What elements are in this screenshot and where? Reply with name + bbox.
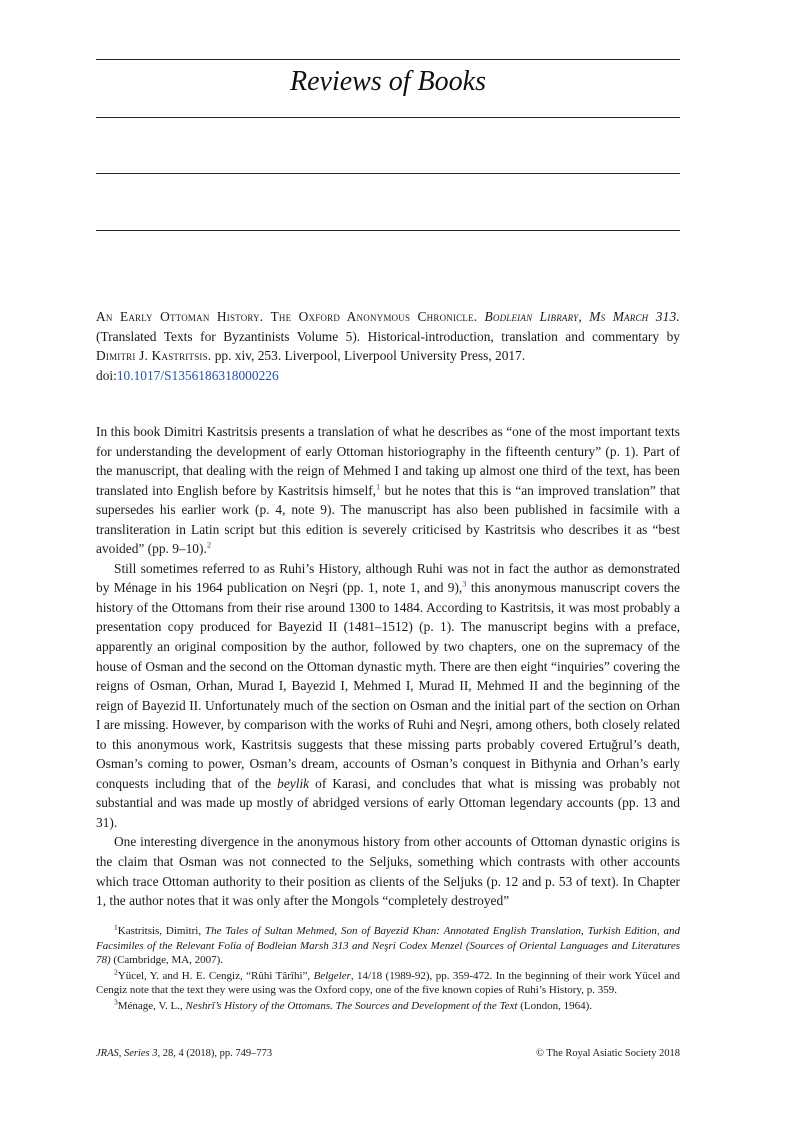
paragraph-2-italic: beylik (277, 775, 310, 791)
footnote-ref-2[interactable]: 2 (206, 539, 212, 550)
divider-rule-1 (96, 173, 680, 174)
footnotes (96, 924, 680, 1015)
footnote-3-number: 3 (114, 997, 118, 1007)
footnote-3-text-a: Ménage, V. L., (117, 999, 186, 1012)
paragraph-2-text-a: Still sometimes referred to as Ruhi’s History, although Ruhi was not in fact the author as demonstrated by Ménage in his 1964 publication on Neşri (pp. 1, note 1, and 9), (96, 560, 680, 596)
paragraph-1-text-a: In this book Dimitri Kastritsis presents a translation of what he describes as “one of the most important texts for understanding the development of early Ottoman historiography in the fifteenth century” (p. 1). Part of the manuscript, that dealing with the reign of Mehmed I and taking up almost one third of the text, has been translated into English before by Kastritsis himself, (96, 424, 680, 498)
journal-citation (96, 1047, 272, 1061)
footnote-2-number: 2 (114, 967, 118, 977)
title-rule (96, 117, 680, 118)
paragraph-1-text-b: but he notes that this is “an improved translation” that supersedes his earlier work (p. 4, note 9). The manuscript has also been published in facsimile with a transliteration in Latin script but this edition is severely criticised by Kastritsis who describes it as “best avoided” (pp. 9–10). (96, 482, 680, 557)
doi-link[interactable]: 10.1017/S1356186318000226 (116, 367, 279, 383)
series-info: (Translated Texts for Byzantinists Volume 5). Historical-introduction, translation and commentary by (96, 328, 680, 344)
footnote-1 (96, 924, 680, 968)
paragraph-2-text-c: of Karasi, and concludes that what is missing was probably not substantial and was made up mostly of abridged versions of early Ottoman legendary accounts (pp. 13 and 31). (96, 775, 680, 830)
book-title: An Early Ottoman History. The Oxford Anonymous Chronicle. (96, 309, 478, 324)
section-title: Reviews of Books (290, 66, 486, 97)
footnote-1-number: 1 (114, 922, 118, 932)
divider-rule-2 (96, 230, 680, 231)
book-author: Dimitri J. Kastritsis. (96, 348, 212, 364)
book-citation (96, 307, 680, 385)
footnote-3 (96, 999, 680, 1014)
footnote-3-text-b: (London, 1964). (517, 999, 593, 1012)
publication-info: pp. xiv, 253. Liverpool, Liverpool University Press, 2017. (214, 348, 526, 364)
footnote-ref-1[interactable]: 1 (376, 481, 381, 492)
copyright-notice: © The Royal Asiatic Society 2018 (536, 1048, 680, 1059)
footnote-1-title: The Tales of Sultan Mehmed, Son of Bayezid Khan: Annotated English Translation, Turkish Edition, and Facsimiles of the Relevant Folia of Bodleian Marsh 313 and Neşri Codex Menzel (Sources of Oriental Languages and Literatures 78) (96, 925, 680, 967)
top-rule (96, 59, 680, 60)
footnote-2-text-b: , 14/18 (1989-92), pp. 359-472. In the beginning of their work Yücel and Cengiz note that the text they were using was the Oxford copy, one of the five known copies of Ruhi’s History, p. 359. (96, 969, 680, 997)
footnote-2 (96, 969, 680, 998)
paragraph-1 (96, 422, 680, 559)
paragraph-2-text-b: this anonymous manuscript covers the history of the Ottomans from their rise around 1300 to 1484. According to Kastritsis, it was most probably a presentation copy produced for Bayezid II (1481–1512) (p. 1). The manuscript begins with a preface, apparently an original composition by the author, followed by two chapters, one on the supremacy of the house of Osman and the second on the Ottoman dynastic myth. There are then eight “inquiries” covering the reigns of Osman, Orhan, Murad I, Bayezid I, Mehmed I, Murad II, Mehmed II and the beginning of the reign of Bayezid II. Unfortunately much of the section on Osman and the initial part of the section on Orhan I are missing. However, by comparison with the works of Ruhi and Neşri, among others, both closely related to this anonymous work, Kastritsis suggests that these missing parts probably covered Ertuğrul’s death, Osman’s coming to power, Osman’s dream, accounts of Osman’s conquest in Bithynia and Orhan’s early conquests including that of the (96, 580, 680, 791)
doi-label: doi: (96, 367, 117, 383)
paragraph-2 (96, 559, 680, 833)
footnote-3-title: Neshrī’s History of the Ottomans. The Sources and Development of the Text (185, 999, 518, 1012)
footnote-1-text-a: Kastritsis, Dimitri, (117, 925, 205, 937)
footnote-2-text-a: Yücel, Y. and H. E. Cengiz, “Rûhi Târîhi”, (117, 969, 314, 982)
review-body (96, 422, 680, 911)
footnote-2-title: Belgeler (313, 969, 351, 982)
journal-volume: , 28, 4 (2018), pp. 749–773 (157, 1048, 273, 1059)
footnote-1-text-b: (Cambridge, MA, 2007). (110, 954, 224, 967)
library-shelfmark: Bodleian Library, Ms March 313. (484, 309, 680, 324)
journal-name: JRAS, Series 3 (96, 1048, 158, 1059)
paragraph-3: One interesting divergence in the anonymous history from other accounts of Ottoman dynastic origins is the claim that Osman was not connected to the Seljuks, something which contrasts with other accounts which trace Ottoman authority to their position as clients of the Seljuks (p. 12 and p. 53 of text). In Chapter 1, the author notes that it was only after the Mongols “completely destroyed” (96, 834, 680, 909)
footnote-ref-3[interactable]: 3 (462, 578, 467, 589)
